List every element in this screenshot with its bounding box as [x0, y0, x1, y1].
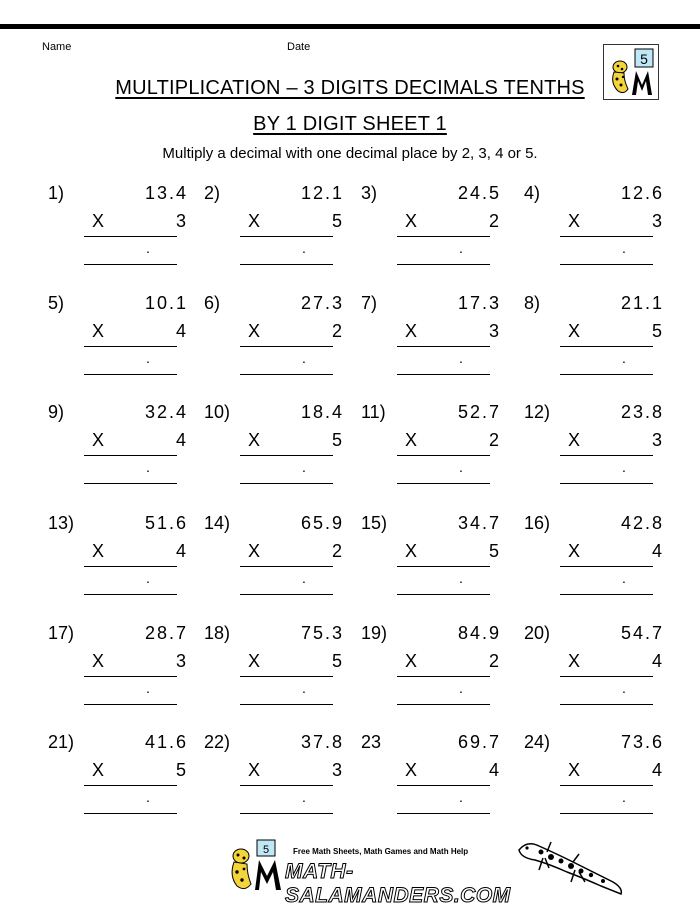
problem-multiplicand: 51.6 — [144, 513, 188, 533]
problem-multiplier: 4 — [488, 760, 499, 780]
problem-rule — [240, 785, 333, 786]
answer-line[interactable] — [240, 704, 333, 705]
answer-line[interactable] — [560, 594, 653, 595]
problem-number: 5) — [48, 293, 65, 313]
problem-multiplicand: 21.1 — [620, 293, 664, 313]
problem-rule — [84, 455, 177, 456]
date-label: Date — [287, 41, 311, 53]
problem-multiplier: 5 — [331, 651, 342, 671]
problem-item — [48, 402, 198, 492]
multiply-operator: X — [405, 541, 418, 561]
problem-number: 20) — [524, 623, 551, 643]
problem-multiplier: 4 — [651, 651, 662, 671]
salamander-logo — [603, 44, 659, 100]
answer-line[interactable] — [240, 483, 333, 484]
answer-decimal-point: . — [459, 789, 463, 805]
answer-decimal-point: . — [622, 789, 626, 805]
problem-rule — [84, 785, 177, 786]
multiply-operator: X — [92, 430, 105, 450]
problem-rule — [560, 455, 653, 456]
answer-decimal-point: . — [459, 350, 463, 366]
problem-multiplier: 3 — [331, 760, 342, 780]
problem-multiplier: 3 — [488, 321, 499, 341]
problem-item — [361, 402, 511, 492]
problem-multiplicand: 23.8 — [620, 402, 664, 422]
problem-multiplicand: 73.6 — [620, 732, 664, 752]
problem-number: 10) — [204, 402, 231, 422]
multiply-operator: X — [248, 321, 261, 341]
multiply-operator: X — [568, 321, 581, 341]
answer-line[interactable] — [240, 264, 333, 265]
problem-rule — [240, 236, 333, 237]
answer-line[interactable] — [560, 704, 653, 705]
problem-item — [48, 623, 198, 713]
multiply-operator: X — [248, 760, 261, 780]
multiply-operator: X — [92, 321, 105, 341]
problem-rule — [560, 236, 653, 237]
problem-multiplicand: 54.7 — [620, 623, 664, 643]
multiply-operator: X — [568, 541, 581, 561]
problem-multiplicand: 32.4 — [144, 402, 188, 422]
answer-decimal-point: . — [459, 680, 463, 696]
problem-number: 24) — [524, 732, 551, 752]
problem-number: 9) — [48, 402, 65, 422]
answer-decimal-point: . — [459, 240, 463, 256]
logo-badge-number: 5 — [640, 51, 648, 67]
multiply-operator: X — [248, 430, 261, 450]
problem-item — [48, 513, 198, 603]
problem-rule — [240, 346, 333, 347]
answer-line[interactable] — [84, 594, 177, 595]
answer-line[interactable] — [84, 704, 177, 705]
footer-salamander-icon — [225, 838, 285, 893]
problem-multiplicand: 28.7 — [144, 623, 188, 643]
problem-multiplicand: 18.4 — [300, 402, 344, 422]
problem-number: 19) — [361, 623, 388, 643]
problem-number: 21) — [48, 732, 75, 752]
problem-rule — [397, 566, 490, 567]
answer-line[interactable] — [84, 813, 177, 814]
multiply-operator: X — [92, 760, 105, 780]
problem-multiplier: 5 — [651, 321, 662, 341]
answer-decimal-point: . — [146, 350, 150, 366]
problem-item — [361, 623, 511, 713]
instructions: Multiply a decimal with one decimal place by 2, 3, 4 or 5. — [162, 145, 538, 162]
answer-decimal-point: . — [622, 240, 626, 256]
problem-item — [204, 732, 354, 822]
problem-rule — [560, 566, 653, 567]
answer-decimal-point: . — [302, 459, 306, 475]
footer-logo — [225, 838, 525, 907]
problem-number: 1) — [48, 183, 65, 203]
page-title-line2: BY 1 DIGIT SHEET 1 — [253, 113, 447, 135]
problem-item — [524, 402, 674, 492]
multiply-operator: X — [405, 430, 418, 450]
multiply-operator: X — [92, 651, 105, 671]
answer-line[interactable] — [397, 594, 490, 595]
answer-line[interactable] — [397, 704, 490, 705]
problem-number: 3) — [361, 183, 378, 203]
footer-tagline: Free Math Sheets, Math Games and Math Help — [293, 847, 469, 856]
answer-decimal-point: . — [459, 459, 463, 475]
problem-multiplicand: 41.6 — [144, 732, 188, 752]
problem-multiplicand: 65.9 — [300, 513, 344, 533]
problem-multiplicand: 13.4 — [144, 183, 188, 203]
problem-multiplier: 4 — [651, 760, 662, 780]
problem-rule — [397, 676, 490, 677]
problem-multiplier: 2 — [488, 651, 499, 671]
problem-multiplicand: 37.8 — [300, 732, 344, 752]
problem-multiplicand: 12.6 — [620, 183, 664, 203]
problem-number: 7) — [361, 293, 378, 313]
answer-line[interactable] — [84, 264, 177, 265]
problem-item — [524, 623, 674, 713]
answer-line[interactable] — [240, 813, 333, 814]
answer-decimal-point: . — [146, 789, 150, 805]
answer-decimal-point: . — [146, 680, 150, 696]
problem-number: 2) — [204, 183, 221, 203]
problem-multiplier: 2 — [488, 211, 499, 231]
answer-line[interactable] — [397, 374, 490, 375]
problem-rule — [397, 346, 490, 347]
problem-number: 18) — [204, 623, 231, 643]
answer-decimal-point: . — [622, 570, 626, 586]
answer-line[interactable] — [397, 483, 490, 484]
problem-rule — [84, 676, 177, 677]
problem-number: 14) — [204, 513, 231, 533]
problem-multiplier: 4 — [175, 430, 186, 450]
problem-number: 8) — [524, 293, 541, 313]
answer-line[interactable] — [397, 264, 490, 265]
problem-number: 6) — [204, 293, 221, 313]
problem-item — [48, 732, 198, 822]
problem-multiplicand: 27.3 — [300, 293, 344, 313]
problem-multiplier: 3 — [175, 211, 186, 231]
problem-multiplicand: 10.1 — [144, 293, 188, 313]
problem-number: 13) — [48, 513, 75, 533]
problem-multiplicand: 34.7 — [457, 513, 501, 533]
answer-decimal-point: . — [146, 570, 150, 586]
answer-decimal-point: . — [622, 350, 626, 366]
problem-rule — [560, 676, 653, 677]
problem-multiplier: 5 — [331, 211, 342, 231]
salamander-logo-icon — [604, 45, 658, 99]
problem-multiplier: 2 — [488, 430, 499, 450]
answer-decimal-point: . — [302, 789, 306, 805]
problem-multiplier: 3 — [651, 430, 662, 450]
multiply-operator: X — [568, 211, 581, 231]
answer-line[interactable] — [560, 813, 653, 814]
problem-rule — [84, 236, 177, 237]
problem-rule — [397, 455, 490, 456]
problem-item — [361, 293, 511, 383]
multiply-operator: X — [92, 211, 105, 231]
problem-number: 16) — [524, 513, 551, 533]
problem-multiplier: 4 — [175, 541, 186, 561]
salamander-drawing-icon — [513, 838, 628, 898]
problem-rule — [560, 346, 653, 347]
problem-multiplicand: 12.1 — [300, 183, 344, 203]
footer-logo-badge-number: 5 — [262, 844, 270, 856]
multiply-operator: X — [568, 430, 581, 450]
problem-item — [524, 293, 674, 383]
problem-item — [361, 183, 511, 273]
problem-multiplier: 2 — [331, 321, 342, 341]
multiply-operator: X — [405, 321, 418, 341]
problem-rule — [84, 346, 177, 347]
problem-multiplier: 3 — [175, 651, 186, 671]
problem-number: 17) — [48, 623, 75, 643]
problem-multiplier: 2 — [331, 541, 342, 561]
problem-item — [204, 293, 354, 383]
multiply-operator: X — [568, 651, 581, 671]
problem-multiplicand: 75.3 — [300, 623, 344, 643]
problem-multiplicand: 24.5 — [457, 183, 501, 203]
problem-multiplicand: 69.7 — [457, 732, 501, 752]
problem-multiplier: 4 — [651, 541, 662, 561]
problem-item — [204, 402, 354, 492]
answer-decimal-point: . — [302, 350, 306, 366]
answer-line[interactable] — [240, 594, 333, 595]
problem-item — [204, 513, 354, 603]
multiply-operator: X — [405, 651, 418, 671]
answer-decimal-point: . — [302, 240, 306, 256]
problem-item — [524, 513, 674, 603]
footer-site-name: MATH-SALAMANDERS.COM — [285, 860, 511, 907]
problem-item — [361, 513, 511, 603]
multiply-operator: X — [248, 211, 261, 231]
answer-line[interactable] — [560, 264, 653, 265]
problem-item — [204, 183, 354, 273]
problem-multiplicand: 52.7 — [457, 402, 501, 422]
multiply-operator: X — [248, 541, 261, 561]
problem-number: 4) — [524, 183, 541, 203]
problem-rule — [240, 566, 333, 567]
name-label: Name — [42, 41, 72, 53]
answer-decimal-point: . — [146, 240, 150, 256]
page-title-line1: MULTIPLICATION – 3 DIGITS DECIMALS TENTHS — [115, 77, 585, 99]
problem-item — [48, 293, 198, 383]
problem-number: 15) — [361, 513, 388, 533]
answer-line[interactable] — [84, 483, 177, 484]
problem-multiplier: 5 — [488, 541, 499, 561]
problem-item — [361, 732, 511, 822]
problem-rule — [397, 785, 490, 786]
problem-multiplicand: 42.8 — [620, 513, 664, 533]
problem-rule — [84, 566, 177, 567]
problem-number: 11) — [361, 402, 386, 422]
answer-decimal-point: . — [622, 680, 626, 696]
problem-multiplier: 4 — [175, 321, 186, 341]
problem-item — [48, 183, 198, 273]
problem-rule — [397, 236, 490, 237]
answer-decimal-point: . — [302, 570, 306, 586]
problem-multiplier: 5 — [331, 430, 342, 450]
problem-item — [524, 183, 674, 273]
problem-number: 22) — [204, 732, 231, 752]
problem-number: 23 — [361, 732, 382, 752]
problem-multiplier: 3 — [651, 211, 662, 231]
multiply-operator: X — [92, 541, 105, 561]
problem-item — [204, 623, 354, 713]
problem-multiplicand: 84.9 — [457, 623, 501, 643]
problem-rule — [560, 785, 653, 786]
answer-line[interactable] — [397, 813, 490, 814]
problem-multiplier: 5 — [175, 760, 186, 780]
multiply-operator: X — [248, 651, 261, 671]
answer-line[interactable] — [84, 374, 177, 375]
multiply-operator: X — [568, 760, 581, 780]
multiply-operator: X — [405, 211, 418, 231]
problem-rule — [240, 676, 333, 677]
answer-decimal-point: . — [302, 680, 306, 696]
problem-number: 12) — [524, 402, 551, 422]
answer-decimal-point: . — [459, 570, 463, 586]
answer-decimal-point: . — [622, 459, 626, 475]
problem-item — [524, 732, 674, 822]
answer-line[interactable] — [560, 483, 653, 484]
answer-line[interactable] — [560, 374, 653, 375]
top-rule — [0, 24, 700, 29]
problem-multiplicand: 17.3 — [457, 293, 501, 313]
answer-line[interactable] — [240, 374, 333, 375]
multiply-operator: X — [405, 760, 418, 780]
answer-decimal-point: . — [146, 459, 150, 475]
problem-rule — [240, 455, 333, 456]
